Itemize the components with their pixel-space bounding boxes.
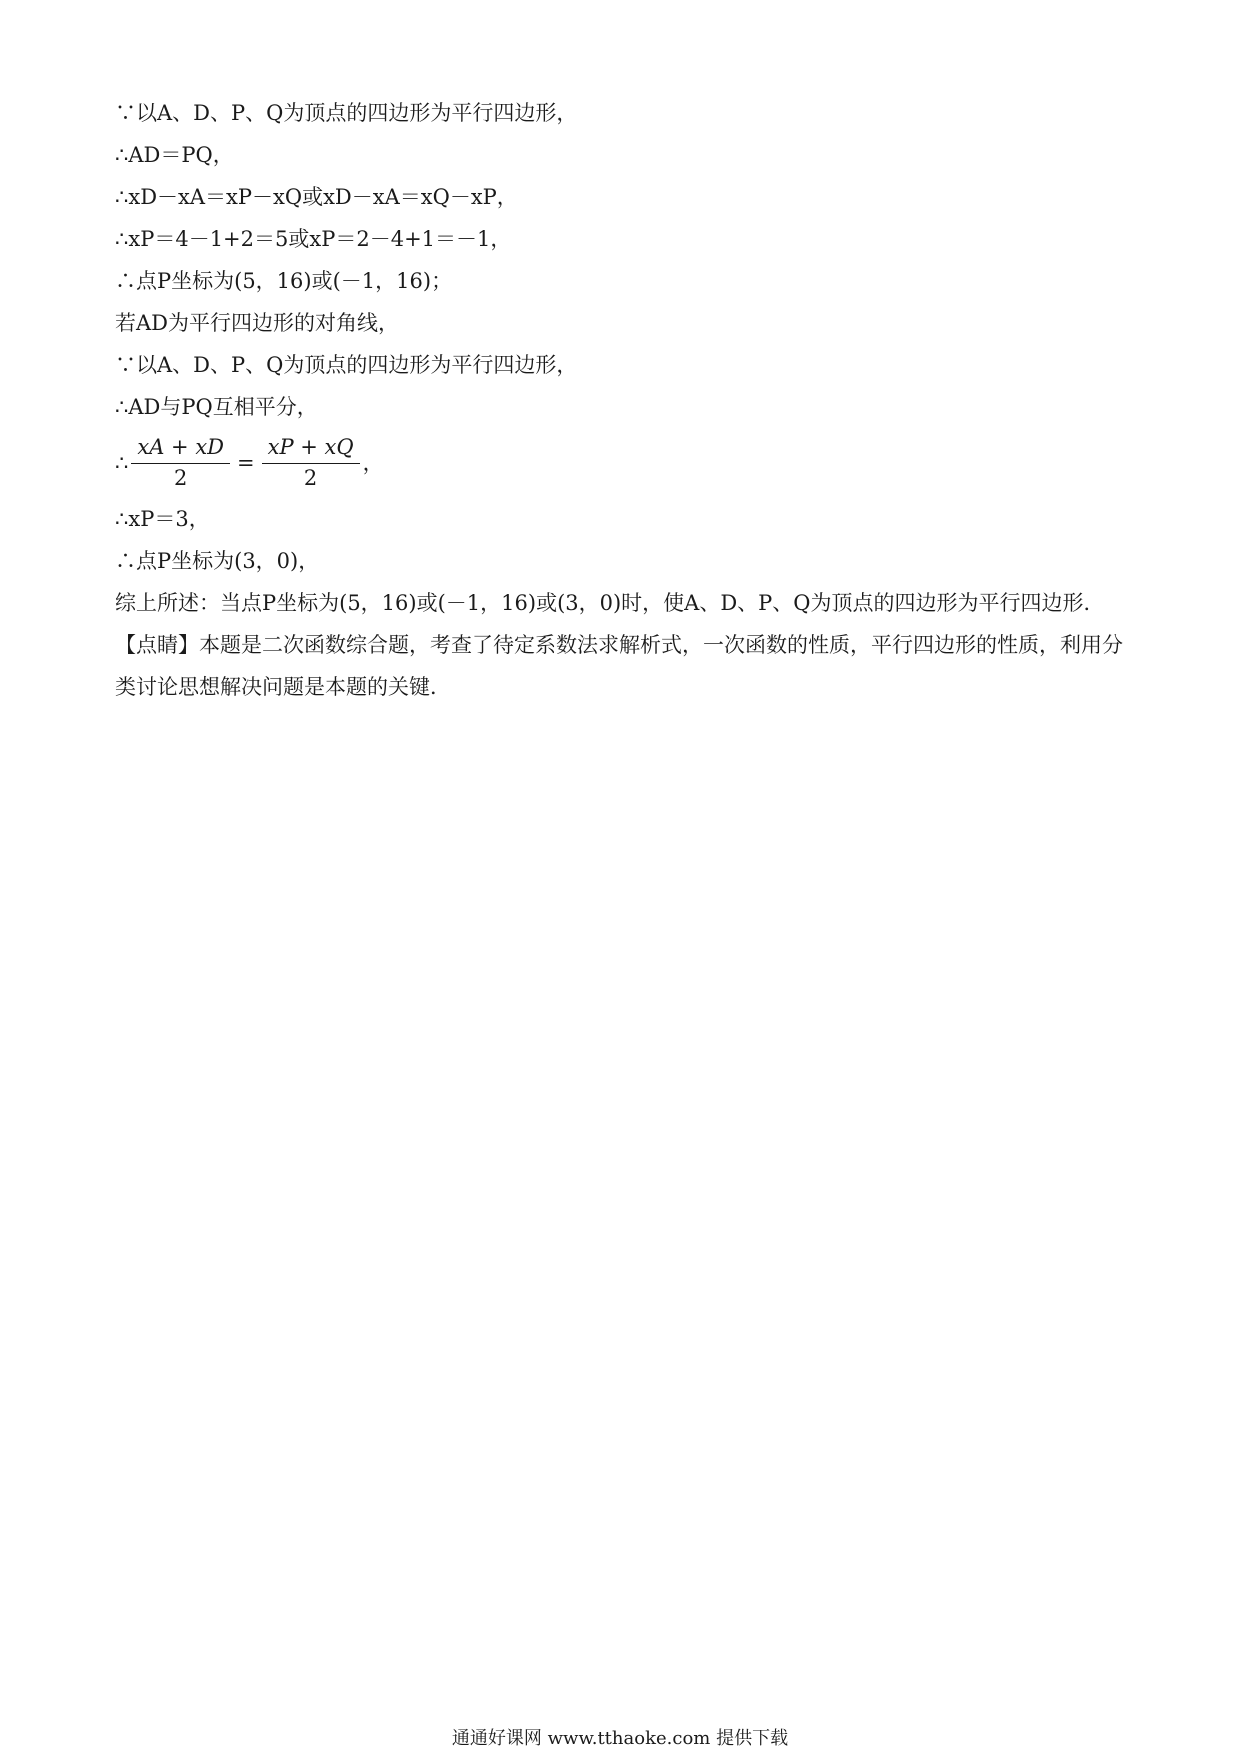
text-line: ∴点P坐标为(5，16)或(－1，16)； [115, 269, 453, 293]
text-line: ∴xD－xA＝xP－xQ或xD－xA＝xQ－xP， [115, 185, 518, 209]
text-line: ∴xP＝3， [115, 507, 210, 531]
text-line: 若AD为平行四边形的对角线， [115, 311, 400, 335]
summary-line: 综上所述：当点P坐标为(5，16)或(－1，16)或(3，0)时，使A、D、P、Q为顶点的四边形为平行四边形． [115, 591, 1105, 615]
text-line: ∵以A、D、P、Q为顶点的四边形为平行四边形， [115, 353, 578, 377]
right-denominator: 2 [303, 465, 318, 490]
left-numerator: xA + xD [131, 435, 230, 463]
right-numerator: xP + xQ [262, 435, 360, 463]
page-footer: 通通好课网 www.tthaoke.com 提供下载 [451, 1728, 789, 1749]
comment-paragraph: 【点睛】本题是二次函数综合题，考查了待定系数法求解析式，一次函数的性质，平行四边形的性质，利用分类讨论思想解决问题是本题的关键． [115, 633, 1123, 699]
text-line: ∴AD与PQ互相平分， [115, 395, 318, 419]
right-fraction [262, 435, 360, 490]
therefore-symbol: ∴ [115, 451, 129, 475]
fraction-equation [115, 428, 1125, 498]
left-denominator: 2 [174, 465, 188, 490]
text-line: ∴AD＝PQ， [115, 143, 234, 167]
text-line: ∴xP＝4－1+2＝5或xP＝2－4+1＝－1， [115, 227, 512, 251]
comma: ， [362, 451, 384, 475]
equals-sign: = [237, 451, 255, 475]
left-fraction [131, 435, 230, 490]
text-line: ∴点P坐标为(3，0)， [115, 549, 320, 573]
solution-text [115, 92, 1125, 708]
text-line: ∵以A、D、P、Q为顶点的四边形为平行四边形， [115, 101, 578, 125]
